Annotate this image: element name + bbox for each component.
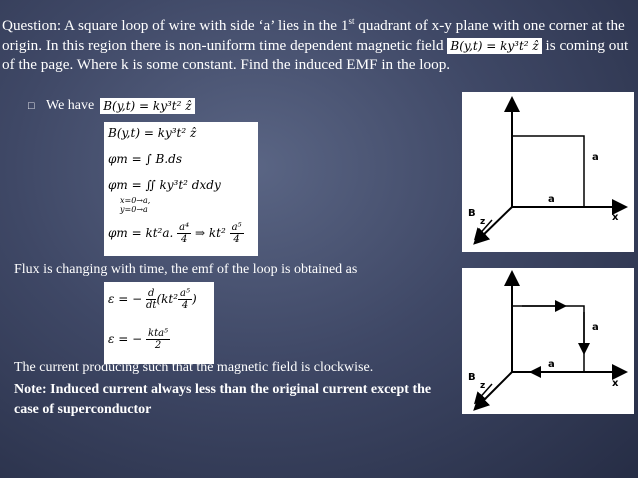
flux-text: Flux is changing with time, the emf of the loop is obtained as — [14, 262, 358, 277]
question-part2: quadrant of x-y plane with one corner at the origin. In this region there is non-uniform time dependent magnetic field — [2, 17, 625, 54]
label-a-side: a — [592, 152, 599, 163]
derivation-line2: φm = ∫ B.ds — [108, 152, 183, 166]
derivation-line4 — [108, 222, 244, 245]
derivation-limit1: x=0→a, — [120, 196, 151, 205]
emf2-num: kta⁵ — [148, 328, 169, 339]
flux-result-b: ⇒ kt² — [194, 226, 226, 240]
dt-den: dt — [146, 300, 157, 311]
we-have-equation: B(y,t) = ky³t² ẑ — [100, 98, 194, 114]
label-z: z — [480, 217, 486, 227]
label-a-side: a — [592, 322, 599, 333]
d-dt-fraction — [146, 288, 156, 311]
label-B: B — [468, 372, 476, 383]
loop-diagram-2 — [462, 268, 634, 414]
figure-loop-2 — [462, 268, 634, 414]
derivation-line3: φm = ∬ ky³t² dxdy — [108, 178, 221, 192]
we-have-line — [28, 98, 195, 114]
question-part3: is coming out of the page. Where k is some constant. Find the induced EMF in the loop. — [2, 36, 629, 74]
flux-result-a: φm = kt²a. — [108, 226, 174, 240]
field-equation: B(y,t) = ky³t² ẑ — [447, 38, 541, 54]
emf1-mid: (kt² — [156, 292, 179, 306]
emf1-fden: 4 — [181, 300, 189, 311]
emf2-left: ε = − — [108, 332, 143, 346]
d-num: d — [146, 288, 156, 300]
bullet-icon: □ — [28, 100, 35, 112]
derivation-box — [104, 122, 258, 256]
fraction-a4-over-4 — [177, 222, 191, 245]
emf2-den: 2 — [154, 340, 162, 351]
label-a-bottom: a — [548, 359, 555, 370]
question-text — [2, 12, 636, 75]
derivation-line1: B(y,t) = ky³t² ẑ — [108, 126, 197, 140]
label-B: B — [468, 208, 476, 219]
emf1-fnum: a⁵ — [180, 288, 191, 299]
we-have-label: We have — [46, 98, 95, 113]
a5-4-fraction — [178, 288, 192, 311]
question-part1: Question: A square loop of wire with side ‘a’ lies in the 1 — [2, 17, 349, 35]
frac1-den: 4 — [180, 234, 188, 245]
fraction-a5-over-4 — [230, 222, 244, 245]
frac2-num: a⁵ — [231, 222, 242, 233]
label-x: x — [612, 378, 619, 389]
emf1-left: ε = − — [108, 292, 143, 306]
derivation-limit2: y=0→a — [120, 205, 148, 214]
question-sup: st — [348, 16, 355, 26]
emf-box — [104, 282, 214, 364]
label-a-bottom: a — [548, 194, 555, 205]
label-x: x — [612, 212, 619, 223]
current-text: The current producing such that the magnetic field is clockwise. — [14, 360, 374, 375]
emf1-end: ) — [192, 292, 197, 306]
frac1-num: a⁴ — [179, 222, 190, 233]
note-text: Note: Induced current always less than the original current except the case of superconductor — [14, 382, 432, 417]
label-z: z — [480, 381, 486, 391]
figure-loop-1 — [462, 92, 634, 252]
loop-diagram-1 — [462, 92, 634, 252]
emf-line1 — [108, 288, 197, 311]
emf-line2 — [108, 328, 170, 351]
frac2-den: 4 — [233, 234, 240, 245]
kta5-2-fraction — [146, 328, 170, 351]
